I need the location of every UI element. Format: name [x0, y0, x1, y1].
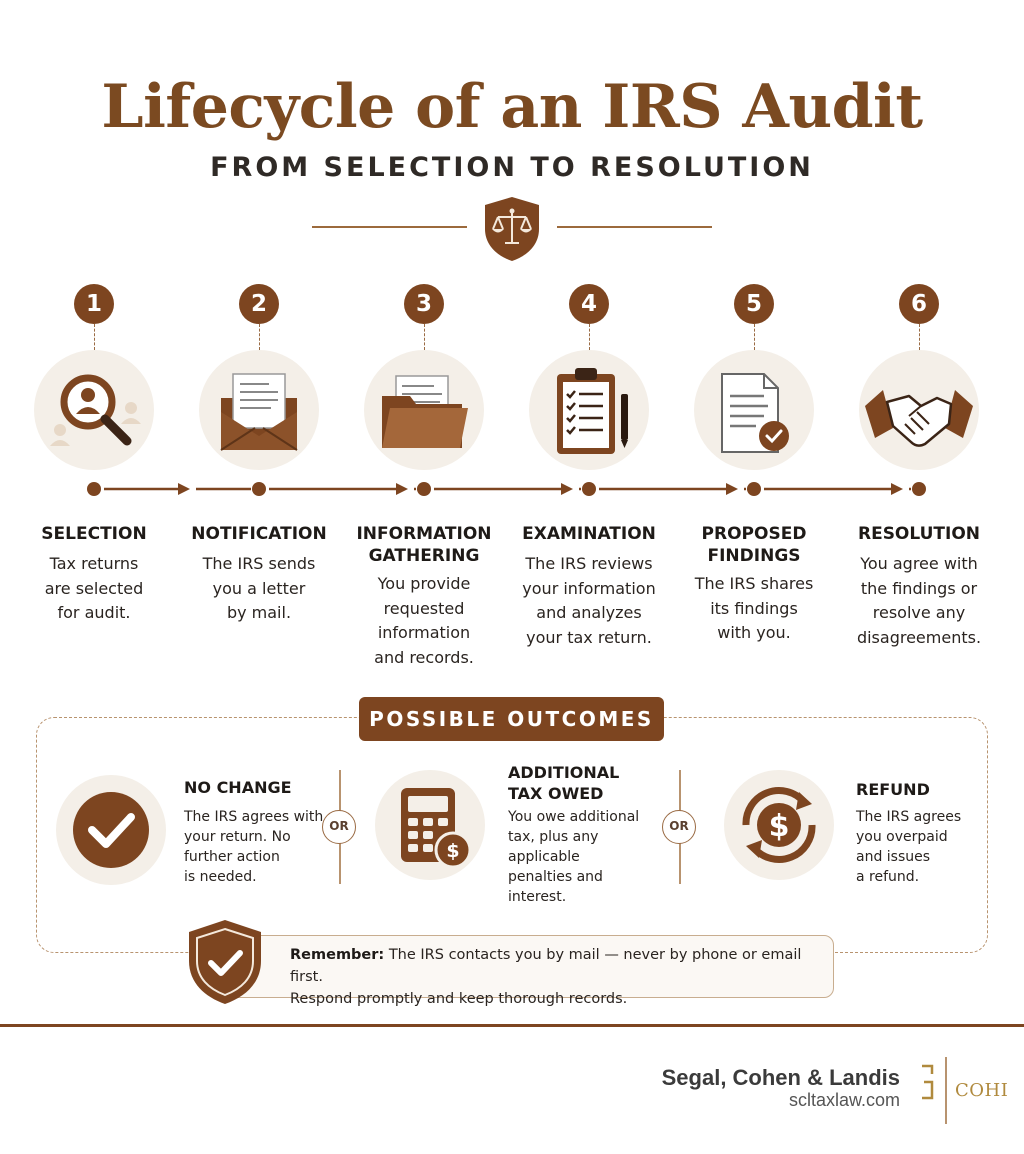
shield-check-icon — [185, 917, 265, 1007]
step-description-line: with you. — [717, 623, 791, 642]
step-connector — [259, 324, 260, 350]
step-description-line: and records. — [374, 647, 474, 667]
or-separator: OR — [662, 810, 696, 844]
step-description-line: disagreements. — [856, 627, 982, 647]
outcome-description-line: and issues — [856, 849, 931, 865]
dollar-cycle-icon — [724, 770, 834, 880]
divider-right — [557, 226, 712, 228]
step-description-line: You provide — [377, 574, 471, 593]
step-description-line: information — [377, 623, 471, 642]
step-icon-circle — [694, 350, 814, 470]
divider-left — [312, 226, 467, 228]
step-icon-circle — [364, 350, 484, 470]
outcomes-label: POSSIBLE OUTCOMES — [359, 697, 664, 741]
step-description-line: Tax returns — [49, 554, 139, 573]
outcome-description-line: you overpaid — [856, 829, 948, 845]
firm-name: Segal, Cohen & Landis — [661, 1065, 900, 1090]
step-number-badge: 6 — [899, 284, 939, 324]
outcome-description-line: a refund. — [856, 869, 920, 885]
step-title — [174, 523, 344, 545]
step-title-line: FINDINGS — [707, 546, 801, 566]
step-title — [9, 523, 179, 545]
step-connector — [919, 324, 920, 350]
outcome-title — [184, 777, 292, 798]
step-title-line: RESOLUTION — [857, 524, 981, 544]
firm-url[interactable]: scltaxlaw.com — [788, 1090, 900, 1110]
remember-label: Remember: — [290, 947, 385, 963]
step-connector — [424, 324, 425, 350]
svg-text:$: $ — [768, 809, 790, 844]
step-title-line: SELECTION — [41, 524, 147, 544]
outcome-icon-circle — [375, 770, 485, 880]
step-description — [834, 552, 1004, 650]
step-number-badge: 1 — [74, 284, 114, 324]
step-description-line: your tax return. — [526, 627, 652, 647]
step-description — [504, 552, 674, 650]
step-connector — [94, 324, 95, 350]
checkmark-circle-icon — [56, 775, 166, 885]
firm-logo-text: COHI — [955, 1080, 1009, 1101]
step-title — [834, 523, 1004, 545]
page-subtitle: FROM SELECTION TO RESOLUTION — [210, 152, 814, 183]
step-description-line: The IRS shares — [694, 574, 814, 593]
folder-documents-icon — [364, 350, 484, 470]
step-description-line: its findings — [710, 598, 798, 618]
outcome-title-line: REFUND — [856, 780, 930, 799]
remember-text — [290, 944, 830, 1010]
calculator-dollar-icon — [375, 770, 485, 880]
outcome-description-line: The IRS agrees with — [184, 809, 324, 825]
step-title — [504, 523, 674, 545]
timeline-dot — [252, 482, 266, 496]
logo-divider — [945, 1057, 947, 1124]
step-title-line: NOTIFICATION — [191, 524, 327, 544]
handshake-icon — [859, 350, 979, 470]
timeline-dot — [87, 482, 101, 496]
step-description-line: The IRS reviews — [525, 554, 653, 573]
timeline-line — [0, 478, 1024, 502]
magnifier-person-icon — [34, 350, 154, 470]
outcome-title-line: TAX OWED — [508, 784, 604, 803]
step-description-line: by mail. — [226, 603, 292, 622]
clipboard-checklist-icon — [529, 350, 649, 470]
footer-rule — [0, 1024, 1024, 1027]
outcome-title-line: ADDITIONAL — [508, 763, 620, 782]
step-connector — [754, 324, 755, 350]
step-description-line: requested — [383, 598, 465, 618]
step-connector — [589, 324, 590, 350]
step-number-badge: 4 — [569, 284, 609, 324]
outcome-title — [856, 779, 930, 800]
timeline-arrow — [891, 483, 903, 495]
outcome-description-line: applicable — [508, 849, 580, 865]
step-description-line: your information — [522, 578, 656, 598]
remember-line-1: The IRS contacts you by mail — never by phone or email first. — [290, 947, 802, 985]
timeline-dot — [417, 482, 431, 496]
step-description-line: are selected — [44, 578, 144, 598]
timeline-arrow — [178, 483, 190, 495]
outcome-description-line: You owe additional — [508, 809, 640, 825]
step-description-line: you a letter — [212, 578, 306, 598]
step-number-badge: 3 — [404, 284, 444, 324]
outcome-description-line: your return. No — [184, 829, 291, 845]
step-description — [174, 552, 344, 626]
step-description-line: and analyzes — [536, 603, 642, 622]
step-icon-circle — [859, 350, 979, 470]
step-number-badge: 2 — [239, 284, 279, 324]
step-title — [339, 523, 509, 567]
remember-line-2: Respond promptly and keep thorough records. — [290, 991, 628, 1007]
outcome-title-line: NO CHANGE — [184, 778, 292, 797]
step-icon-circle — [34, 350, 154, 470]
or-separator: OR — [322, 810, 356, 844]
outcome-description-line: interest. — [508, 889, 567, 905]
step-description-line: The IRS sends — [202, 554, 316, 573]
step-description-line: You agree with — [860, 554, 978, 573]
step-description-line: for audit. — [57, 603, 131, 622]
step-description — [339, 572, 509, 670]
envelope-letter-icon — [199, 350, 319, 470]
svg-text:$: $ — [446, 840, 460, 862]
timeline-dot — [582, 482, 596, 496]
step-title-line: PROPOSED — [701, 524, 807, 544]
outcome-description-line: The IRS agrees — [856, 809, 962, 825]
step-title-line: EXAMINATION — [522, 524, 656, 544]
outcome-description — [184, 807, 323, 887]
step-description-line: the findings or — [860, 578, 978, 598]
timeline-arrow — [726, 483, 738, 495]
timeline-arrow — [396, 483, 408, 495]
outcome-description-line: penalties and — [508, 869, 603, 885]
step-description — [669, 572, 839, 646]
outcome-description-line: is needed. — [184, 869, 257, 885]
outcome-description-line: tax, plus any — [508, 829, 599, 845]
step-description-line: resolve any — [872, 603, 966, 622]
page-title: Lifecycle of an IRS Audit — [101, 72, 923, 142]
outcome-title — [508, 762, 619, 804]
scales-shield-icon — [481, 195, 543, 263]
step-icon-circle — [199, 350, 319, 470]
outcome-icon-circle — [56, 775, 166, 885]
step-description — [9, 552, 179, 626]
step-title — [669, 523, 839, 567]
outcome-description-line: further action — [184, 849, 280, 865]
timeline-dot — [747, 482, 761, 496]
step-title-line: GATHERING — [368, 546, 480, 566]
step-number-badge: 5 — [734, 284, 774, 324]
timeline-arrow — [561, 483, 573, 495]
timeline-dot — [912, 482, 926, 496]
outcome-description — [508, 807, 639, 907]
firm-logo-icon — [918, 1060, 938, 1104]
outcome-icon-circle — [724, 770, 834, 880]
document-check-icon — [694, 350, 814, 470]
outcome-description — [856, 807, 961, 887]
step-title-line: INFORMATION — [356, 524, 492, 544]
step-icon-circle — [529, 350, 649, 470]
